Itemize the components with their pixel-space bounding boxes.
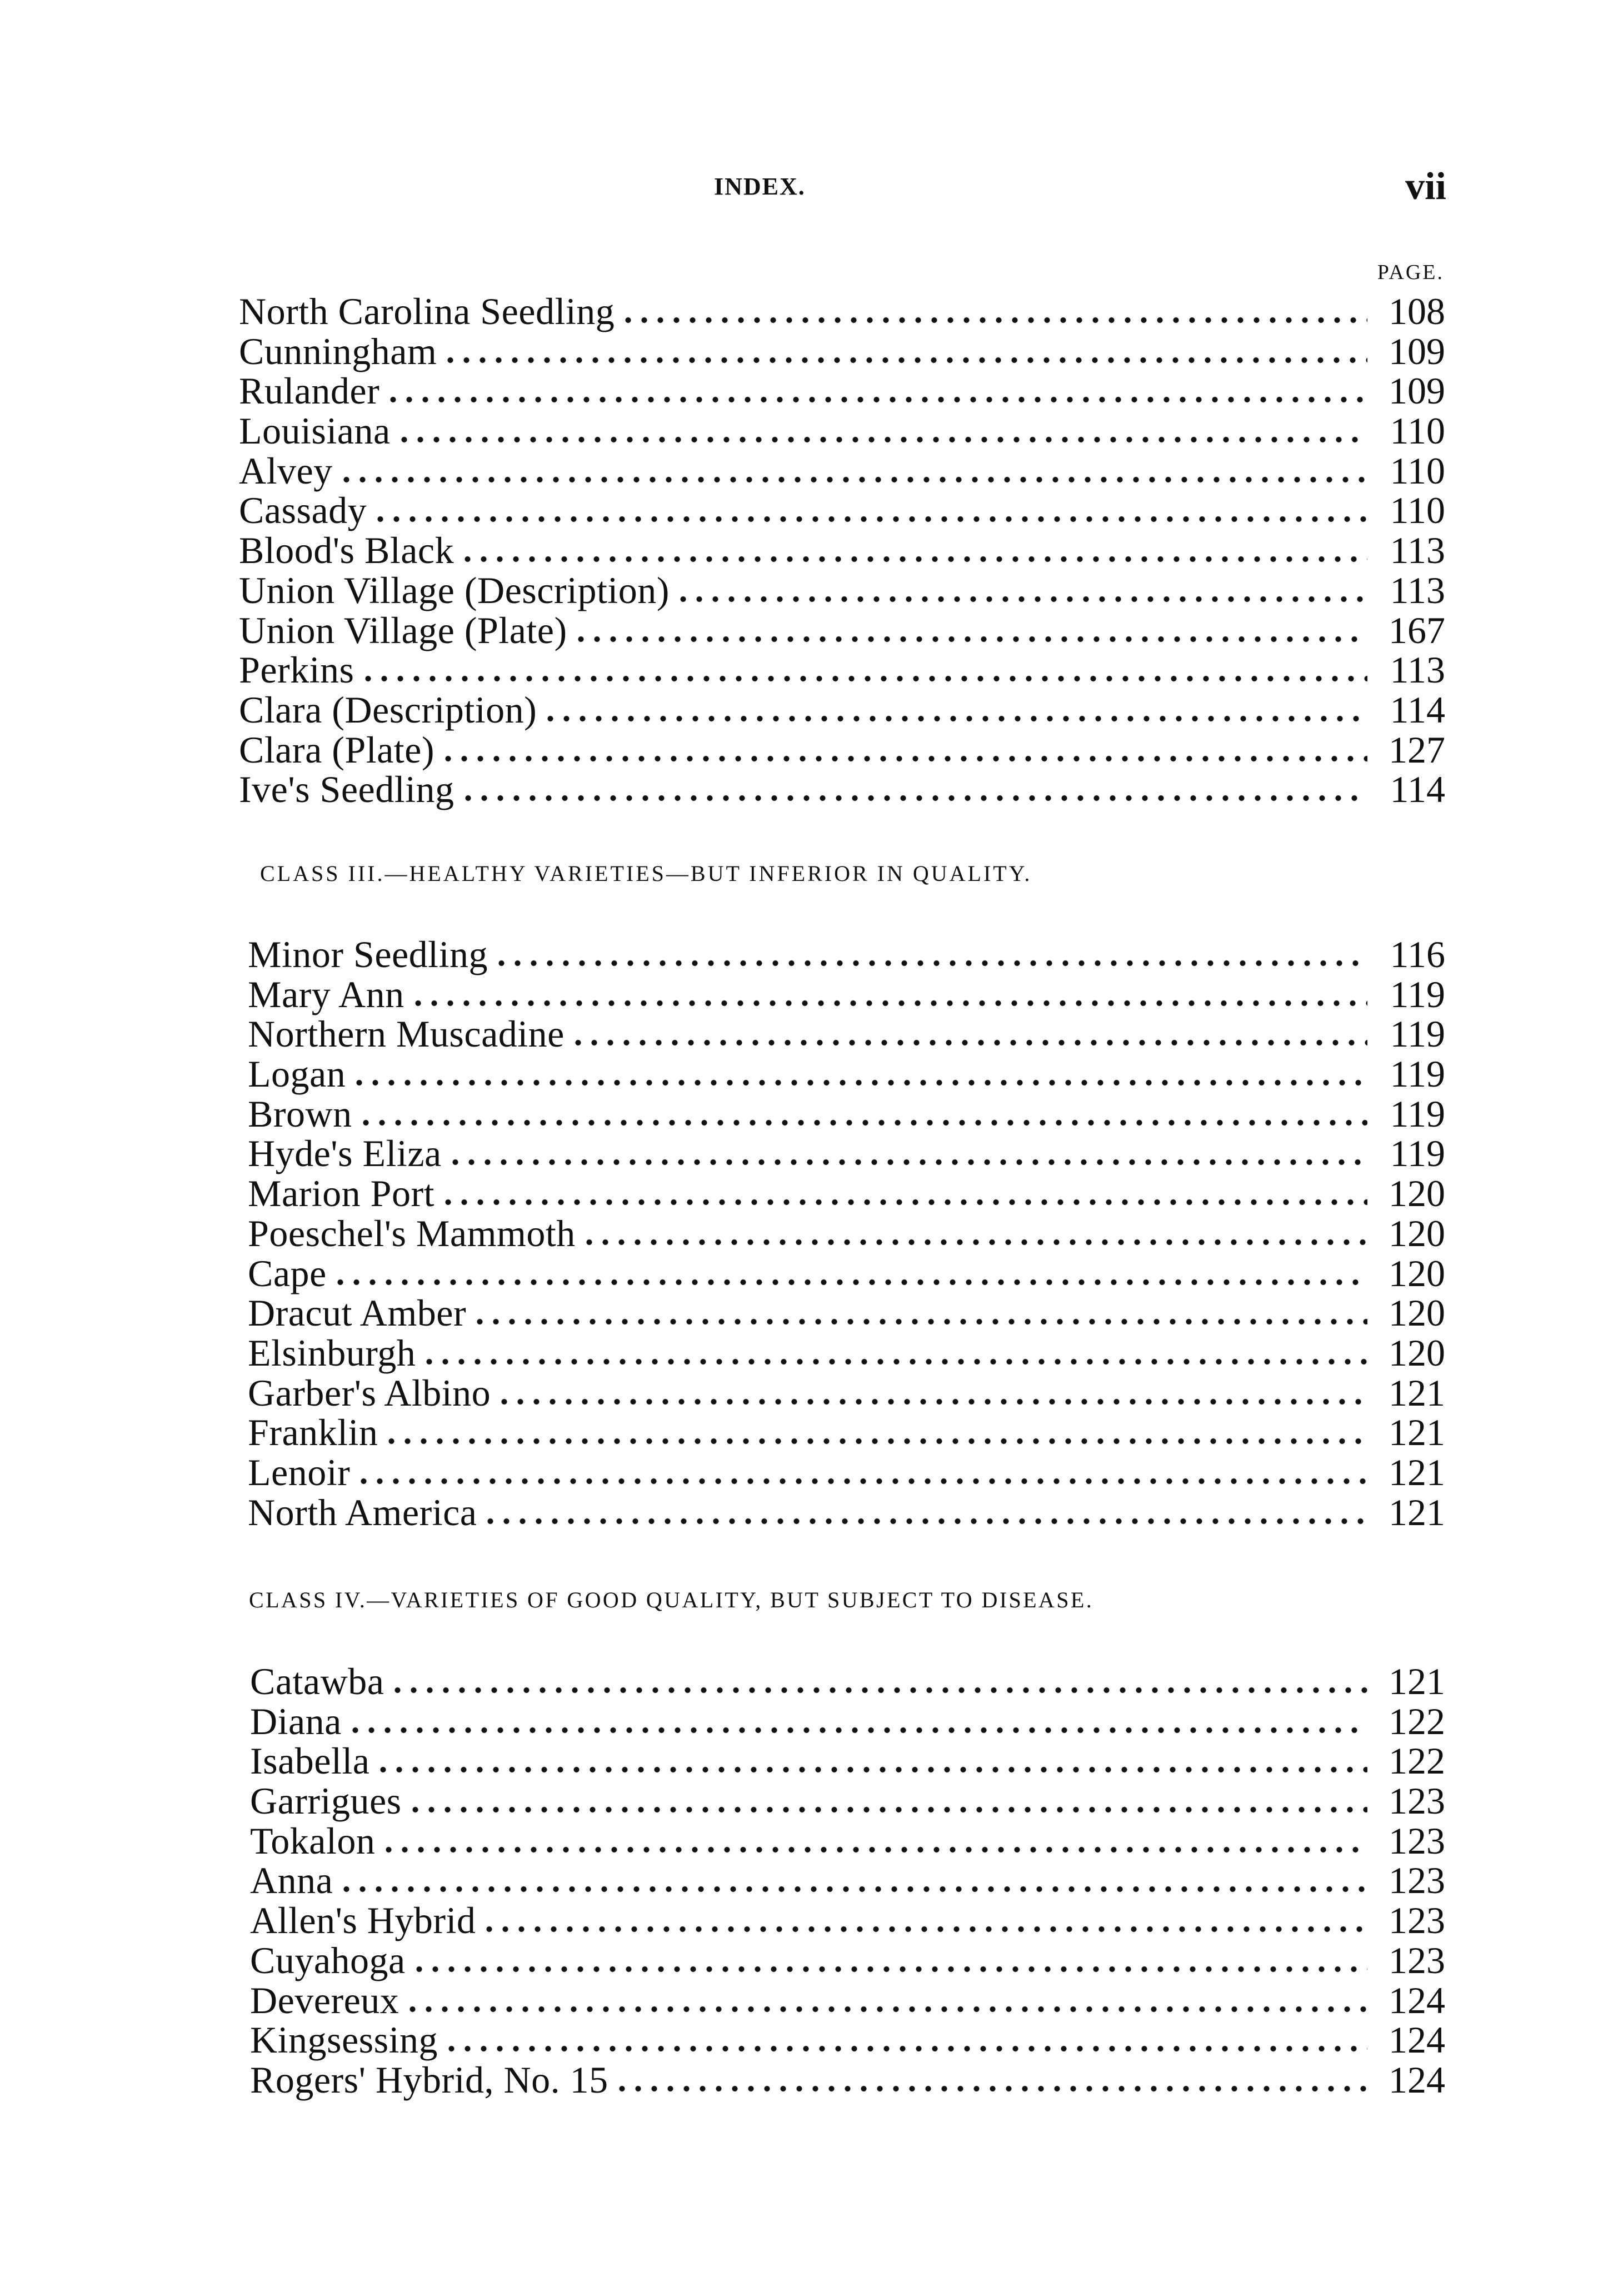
dot-leader bbox=[440, 1198, 1367, 1206]
index-entry bbox=[248, 1214, 1445, 1254]
dot-leader bbox=[675, 595, 1367, 603]
entry-name: Alvey bbox=[239, 449, 333, 492]
index-entry bbox=[250, 1901, 1445, 1941]
index-entry bbox=[239, 292, 1445, 332]
index-entry bbox=[250, 1781, 1445, 1821]
dot-leader bbox=[372, 515, 1367, 523]
entry-name: Ive's Seedling bbox=[239, 768, 455, 811]
index-entry bbox=[248, 935, 1445, 975]
index-entry bbox=[248, 1054, 1445, 1094]
entry-name: Catawba bbox=[250, 1660, 384, 1702]
index-entry bbox=[239, 730, 1445, 770]
class-iv-heading: CLASS IV.—VARIETIES OF GOOD QUALITY, BUT SUBJECT TO DISEASE. bbox=[249, 1587, 1094, 1612]
dot-leader bbox=[573, 635, 1367, 643]
entry-name: Union Village (Plate) bbox=[239, 609, 567, 651]
entry-name: Union Village (Description) bbox=[239, 569, 670, 611]
dot-leader bbox=[581, 1238, 1367, 1246]
index-entry bbox=[250, 1941, 1445, 1981]
dot-leader bbox=[421, 1358, 1367, 1366]
entry-page-number: 123 bbox=[1389, 1819, 1445, 1862]
index-entry bbox=[248, 1453, 1445, 1493]
entry-name: Marion Port bbox=[248, 1172, 435, 1215]
dot-leader bbox=[447, 1158, 1367, 1166]
dot-leader bbox=[614, 2085, 1367, 2093]
entry-page-number: 123 bbox=[1389, 1899, 1445, 1942]
dot-leader bbox=[442, 356, 1367, 364]
entry-page-number: 114 bbox=[1390, 688, 1445, 731]
dot-leader bbox=[493, 959, 1367, 967]
dot-leader bbox=[383, 1437, 1367, 1445]
entry-name: Devereux bbox=[250, 1979, 399, 2021]
dot-leader bbox=[389, 1686, 1367, 1694]
dot-leader bbox=[356, 1477, 1367, 1485]
dot-leader bbox=[460, 794, 1367, 802]
dot-leader bbox=[570, 1039, 1367, 1047]
index-entry bbox=[239, 770, 1445, 810]
entry-name: Garber's Albino bbox=[248, 1371, 491, 1414]
index-entry bbox=[239, 611, 1445, 651]
entry-name: Rogers' Hybrid, No. 15 bbox=[250, 2058, 608, 2101]
entry-page-number: 121 bbox=[1389, 1411, 1445, 1454]
entry-page-number: 120 bbox=[1389, 1252, 1445, 1294]
dot-leader bbox=[385, 396, 1367, 404]
dot-leader bbox=[482, 1517, 1367, 1525]
dot-leader bbox=[338, 476, 1367, 484]
dot-leader bbox=[351, 1079, 1367, 1087]
entry-name: Poeschel's Mammoth bbox=[248, 1212, 576, 1254]
entry-name: Kingsessing bbox=[250, 2019, 438, 2061]
index-entry bbox=[248, 1333, 1445, 1373]
entry-page-number: 116 bbox=[1390, 933, 1445, 975]
dot-leader bbox=[481, 1925, 1367, 1933]
index-entry bbox=[239, 531, 1445, 571]
entry-name: Allen's Hybrid bbox=[250, 1899, 476, 1942]
entry-page-number: 122 bbox=[1389, 1740, 1445, 1782]
entry-name: Isabella bbox=[250, 1740, 370, 1782]
index-entry bbox=[239, 371, 1445, 411]
dot-leader bbox=[381, 1846, 1367, 1854]
entry-name: Hyde's Eliza bbox=[248, 1132, 442, 1175]
index-entry bbox=[248, 1014, 1445, 1054]
index-entry bbox=[248, 975, 1445, 1015]
entry-page-number: 121 bbox=[1389, 1371, 1445, 1414]
entry-name: Franklin bbox=[248, 1411, 378, 1454]
entry-name: Louisiana bbox=[239, 410, 391, 452]
dot-leader bbox=[410, 999, 1367, 1007]
entry-page-number: 108 bbox=[1389, 290, 1445, 332]
entry-page-number: 121 bbox=[1389, 1660, 1445, 1702]
entry-name: Northern Muscadine bbox=[248, 1013, 565, 1055]
dot-leader bbox=[407, 1806, 1367, 1814]
entry-page-number: 123 bbox=[1389, 1859, 1445, 1902]
page-column-label: PAGE. bbox=[1377, 261, 1444, 284]
entry-page-number: 120 bbox=[1389, 1172, 1445, 1215]
dot-leader bbox=[443, 2045, 1367, 2053]
index-entry bbox=[250, 1662, 1445, 1702]
index-entry bbox=[250, 1741, 1445, 1781]
dot-leader bbox=[338, 1885, 1367, 1893]
dot-leader bbox=[396, 436, 1367, 444]
index-entry bbox=[250, 1981, 1445, 2021]
dot-leader bbox=[347, 1726, 1367, 1734]
entry-page-number: 122 bbox=[1389, 1700, 1445, 1742]
dot-leader bbox=[620, 316, 1367, 324]
index-section-1 bbox=[239, 292, 1445, 810]
dot-leader bbox=[542, 715, 1367, 723]
page-number: vii bbox=[1405, 165, 1446, 208]
entry-name: Diana bbox=[250, 1700, 342, 1742]
index-entry bbox=[239, 411, 1445, 451]
entry-name: Clara (Description) bbox=[239, 688, 537, 731]
index-entry bbox=[250, 2060, 1445, 2100]
class-iii-heading: CLASS III.—HEALTHY VARIETIES—BUT INFERIOR IN QUALITY. bbox=[260, 861, 1032, 886]
dot-leader bbox=[375, 1766, 1367, 1774]
running-head-title: INDEX. bbox=[714, 173, 806, 200]
index-entry bbox=[250, 1702, 1445, 1742]
entry-name: Logan bbox=[248, 1053, 346, 1095]
index-entry bbox=[250, 1821, 1445, 1861]
entry-page-number: 120 bbox=[1389, 1331, 1445, 1374]
entry-page-number: 119 bbox=[1390, 1092, 1445, 1135]
entry-page-number: 110 bbox=[1390, 449, 1445, 492]
entry-page-number: 109 bbox=[1389, 330, 1445, 372]
entry-page-number: 123 bbox=[1389, 1939, 1445, 1981]
index-entry bbox=[239, 451, 1445, 491]
index-entry bbox=[239, 571, 1445, 611]
entry-name: North America bbox=[248, 1491, 477, 1533]
dot-leader bbox=[411, 1965, 1367, 1973]
index-section-class-iii bbox=[248, 935, 1445, 1532]
index-section-class-iv bbox=[250, 1662, 1445, 2100]
entry-name: Garrigues bbox=[250, 1780, 402, 1822]
entry-page-number: 113 bbox=[1390, 649, 1445, 691]
entry-page-number: 120 bbox=[1389, 1292, 1445, 1334]
dot-leader bbox=[332, 1278, 1367, 1286]
entry-page-number: 119 bbox=[1390, 1053, 1445, 1095]
entry-name: Clara (Plate) bbox=[239, 728, 435, 771]
entry-name: North Carolina Seedling bbox=[239, 290, 615, 332]
entry-page-number: 123 bbox=[1389, 1780, 1445, 1822]
dot-leader bbox=[496, 1398, 1367, 1406]
index-entry bbox=[248, 1174, 1445, 1214]
entry-page-number: 167 bbox=[1389, 609, 1445, 651]
entry-page-number: 124 bbox=[1389, 1979, 1445, 2021]
index-entry bbox=[239, 332, 1445, 372]
running-head bbox=[0, 167, 1623, 211]
entry-page-number: 114 bbox=[1390, 768, 1445, 811]
index-entry bbox=[239, 491, 1445, 531]
index-entry bbox=[248, 1373, 1445, 1413]
index-entry bbox=[248, 1254, 1445, 1294]
dot-leader bbox=[404, 2005, 1367, 2013]
index-entry bbox=[248, 1493, 1445, 1533]
entry-name: Rulander bbox=[239, 370, 380, 412]
index-entry bbox=[239, 650, 1445, 690]
dot-leader bbox=[472, 1318, 1367, 1326]
entry-name: Lenoir bbox=[248, 1451, 351, 1493]
entry-page-number: 124 bbox=[1389, 2058, 1445, 2101]
index-entry bbox=[248, 1094, 1445, 1134]
entry-name: Blood's Black bbox=[239, 529, 455, 572]
index-entry bbox=[248, 1134, 1445, 1174]
entry-page-number: 110 bbox=[1390, 410, 1445, 452]
dot-leader bbox=[360, 675, 1368, 683]
entry-name: Cape bbox=[248, 1252, 327, 1294]
entry-name: Anna bbox=[250, 1859, 333, 1902]
entry-page-number: 121 bbox=[1389, 1491, 1445, 1533]
entry-name: Cassady bbox=[239, 489, 367, 532]
entry-name: Tokalon bbox=[250, 1819, 376, 1862]
entry-page-number: 110 bbox=[1390, 489, 1445, 532]
dot-leader bbox=[440, 755, 1367, 763]
index-entry bbox=[250, 1861, 1445, 1901]
entry-page-number: 121 bbox=[1389, 1451, 1445, 1493]
entry-name: Elsinburgh bbox=[248, 1331, 416, 1374]
index-entry bbox=[248, 1293, 1445, 1333]
dot-leader bbox=[358, 1119, 1367, 1127]
entry-name: Brown bbox=[248, 1092, 352, 1135]
entry-page-number: 127 bbox=[1389, 728, 1445, 771]
entry-page-number: 120 bbox=[1389, 1212, 1445, 1254]
entry-name: Minor Seedling bbox=[248, 933, 488, 975]
entry-page-number: 119 bbox=[1390, 1132, 1445, 1175]
index-entry bbox=[250, 2020, 1445, 2060]
entry-page-number: 113 bbox=[1390, 569, 1445, 611]
entry-page-number: 109 bbox=[1389, 370, 1445, 412]
entry-name: Cunningham bbox=[239, 330, 437, 372]
entry-name: Perkins bbox=[239, 649, 354, 691]
entry-name: Dracut Amber bbox=[248, 1292, 467, 1334]
dot-leader bbox=[460, 555, 1367, 563]
entry-page-number: 113 bbox=[1390, 529, 1445, 572]
entry-page-number: 124 bbox=[1389, 2019, 1445, 2061]
entry-page-number: 119 bbox=[1390, 973, 1445, 1015]
index-entry bbox=[248, 1413, 1445, 1453]
index-entry bbox=[239, 690, 1445, 730]
entry-page-number: 119 bbox=[1390, 1013, 1445, 1055]
entry-name: Mary Ann bbox=[248, 973, 404, 1015]
entry-name: Cuyahoga bbox=[250, 1939, 406, 1981]
